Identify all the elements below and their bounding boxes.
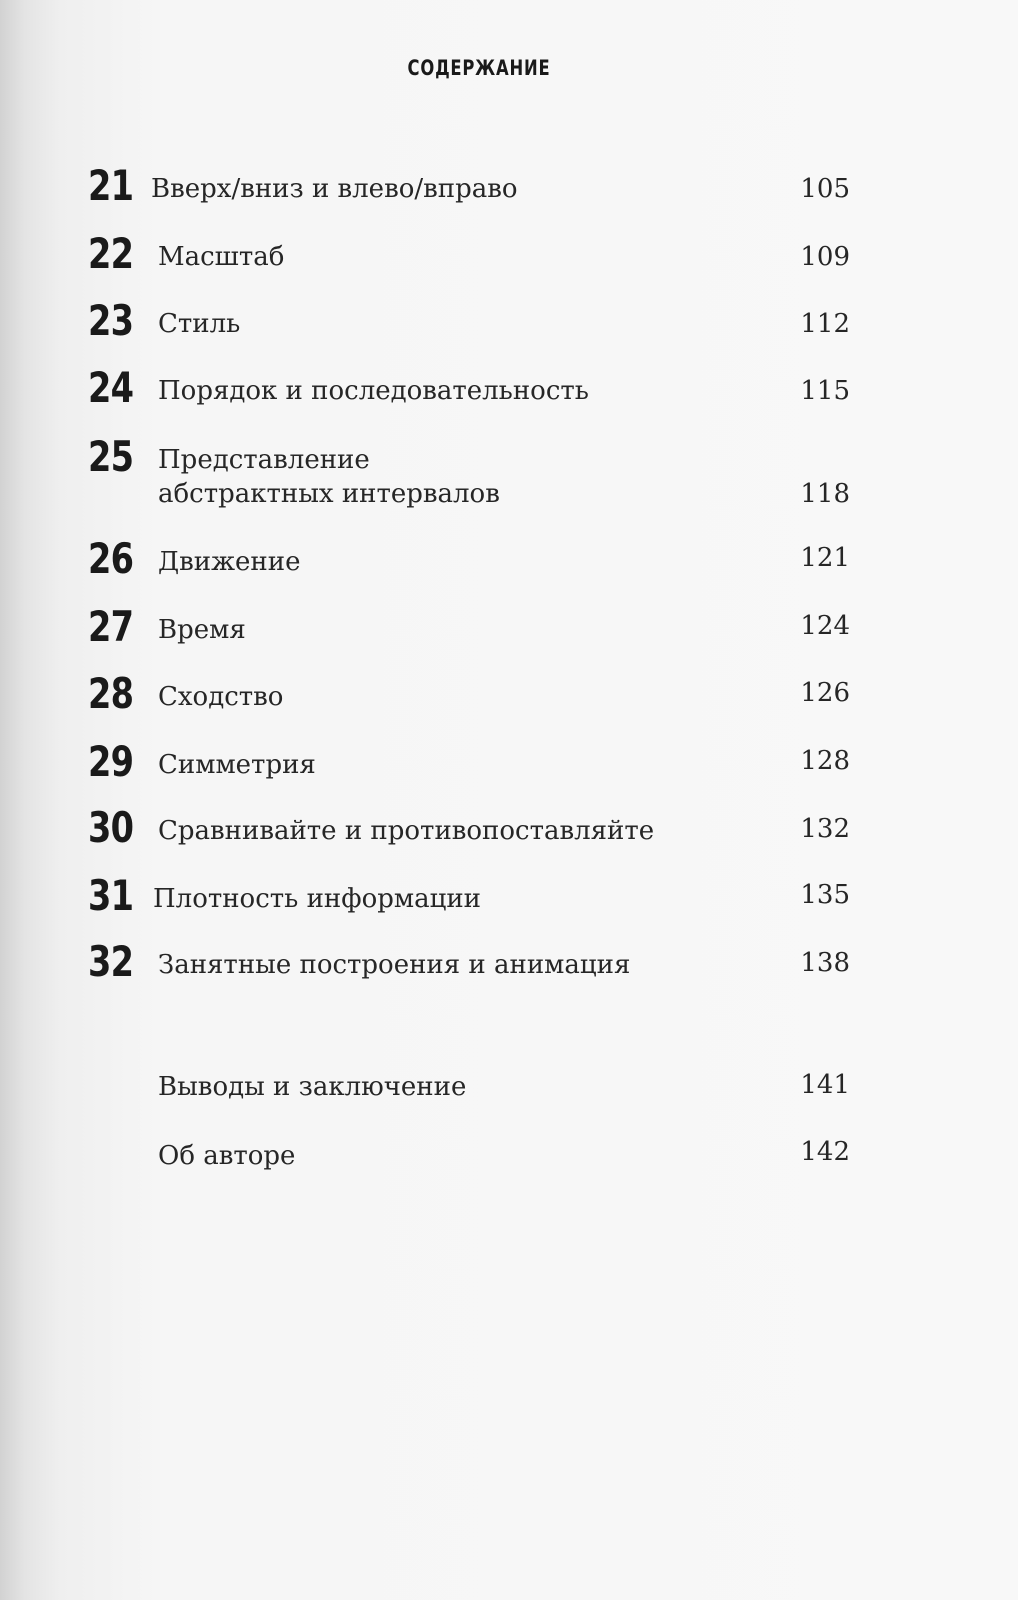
chapter-title: Плотность информации [153,884,481,914]
chapter-title: Масштаб [158,242,285,272]
chapter-number: 28 [88,669,134,718]
chapter-number: 22 [88,229,134,278]
page-number: 109 [800,242,850,272]
chapter-title: Вверх/вниз и влево/вправо [151,174,518,204]
page-number: 126 [800,678,850,708]
page-number: 128 [800,746,850,776]
chapter-number: 21 [88,161,134,210]
chapter-title: Симметрия [158,750,316,780]
page-number: 132 [800,814,850,844]
chapter-number: 24 [88,363,134,412]
chapter-title-line2: абстрактных интервалов [158,479,500,509]
chapter-number: 27 [88,602,134,651]
section-title: Об авторе [158,1141,296,1171]
chapter-title-line1: Представление [158,445,370,475]
page-number: 115 [800,376,850,406]
page-number: 135 [800,880,850,910]
chapter-number: 25 [88,432,134,481]
chapter-title: Стиль [158,309,241,339]
page-title: СОДЕРЖАНИЕ [407,56,551,80]
page-number: 105 [800,174,850,204]
chapter-title: Порядок и последовательность [158,376,589,406]
chapter-title: Занятные построения и анимация [158,950,631,980]
chapter-number: 31 [88,871,134,920]
page-number: 112 [800,309,850,339]
chapter-number: 23 [88,296,134,345]
page-number: 124 [800,611,850,641]
chapter-title: Движение [158,547,301,577]
page-number: 142 [800,1137,850,1167]
chapter-number: 32 [88,937,134,986]
page-number: 118 [800,479,850,509]
page-number: 141 [800,1070,850,1100]
page-number: 121 [800,543,850,573]
chapter-title: Сходство [158,682,284,712]
page-number: 138 [800,948,850,978]
chapter-title: Сравнивайте и противопоставляйте [158,816,655,846]
section-title: Выводы и заключение [158,1072,467,1102]
chapter-number: 30 [88,803,134,852]
chapter-number: 26 [88,534,134,583]
chapter-title: Время [158,615,246,645]
chapter-number: 29 [88,737,134,786]
